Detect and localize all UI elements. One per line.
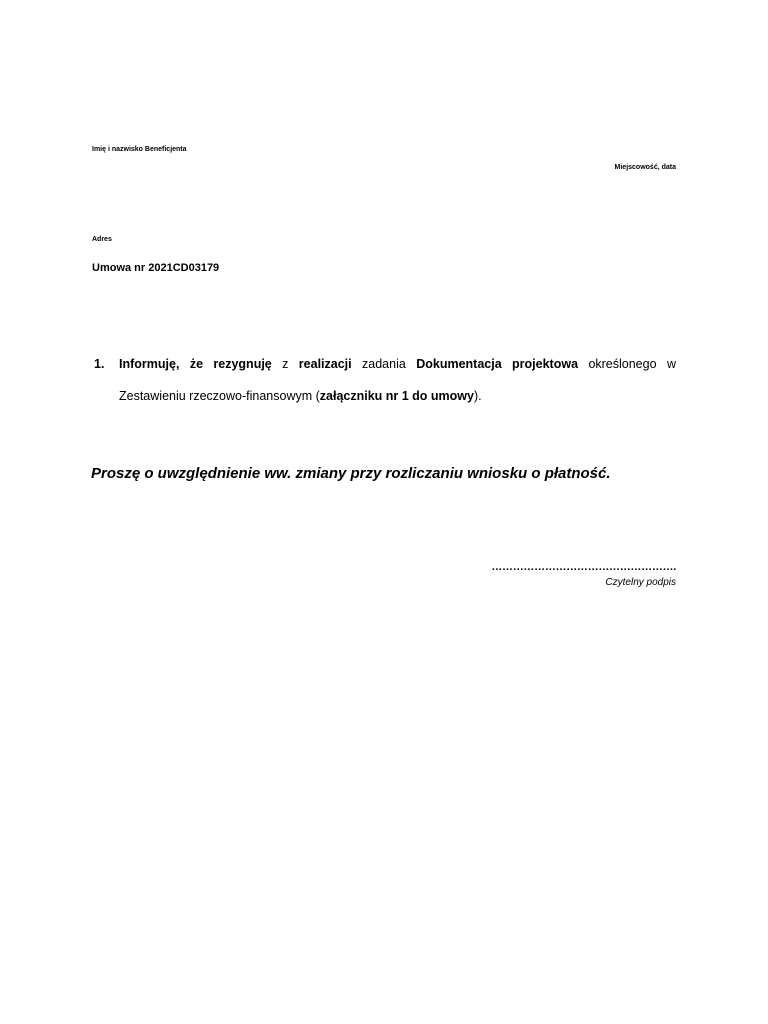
task-name-word: projektowa <box>512 357 579 371</box>
word: w <box>666 357 676 371</box>
word: zadania <box>362 357 406 371</box>
task-name-word: Dokumentacja <box>416 357 502 371</box>
attachment-reference: załączniku nr 1 do umowy <box>319 389 474 403</box>
word: rezygnuję <box>213 357 272 371</box>
word: z <box>282 357 289 371</box>
list-item-number: 1. <box>94 357 105 371</box>
list-item-line-2 <box>119 388 676 404</box>
word: realizacji <box>298 357 352 371</box>
signature-label: Czytelny podpis <box>605 577 676 588</box>
beneficiary-name-label: Imię i nazwisko Beneficjenta <box>92 146 187 153</box>
word: Informuję, <box>119 357 180 371</box>
address-label: Adres <box>92 236 112 243</box>
list-item-text <box>119 356 676 404</box>
line2-part: ). <box>473 389 482 403</box>
request-statement: Proszę o uwzględnienie ww. zmiany przy rozliczaniu wniosku o płatność. <box>91 465 611 482</box>
list-item-line-1 <box>119 356 676 372</box>
line2-part: Zestawieniu rzeczowo-finansowym ( <box>119 389 320 403</box>
list-item <box>94 356 676 404</box>
contract-number: Umowa nr 2021CD03179 <box>92 262 220 274</box>
numbered-list <box>94 356 676 404</box>
signature-line: ……………………………………………. <box>491 561 676 573</box>
word: że <box>189 357 204 371</box>
word: określonego <box>588 357 657 371</box>
place-date-label: Miejscowość, data <box>614 164 676 171</box>
